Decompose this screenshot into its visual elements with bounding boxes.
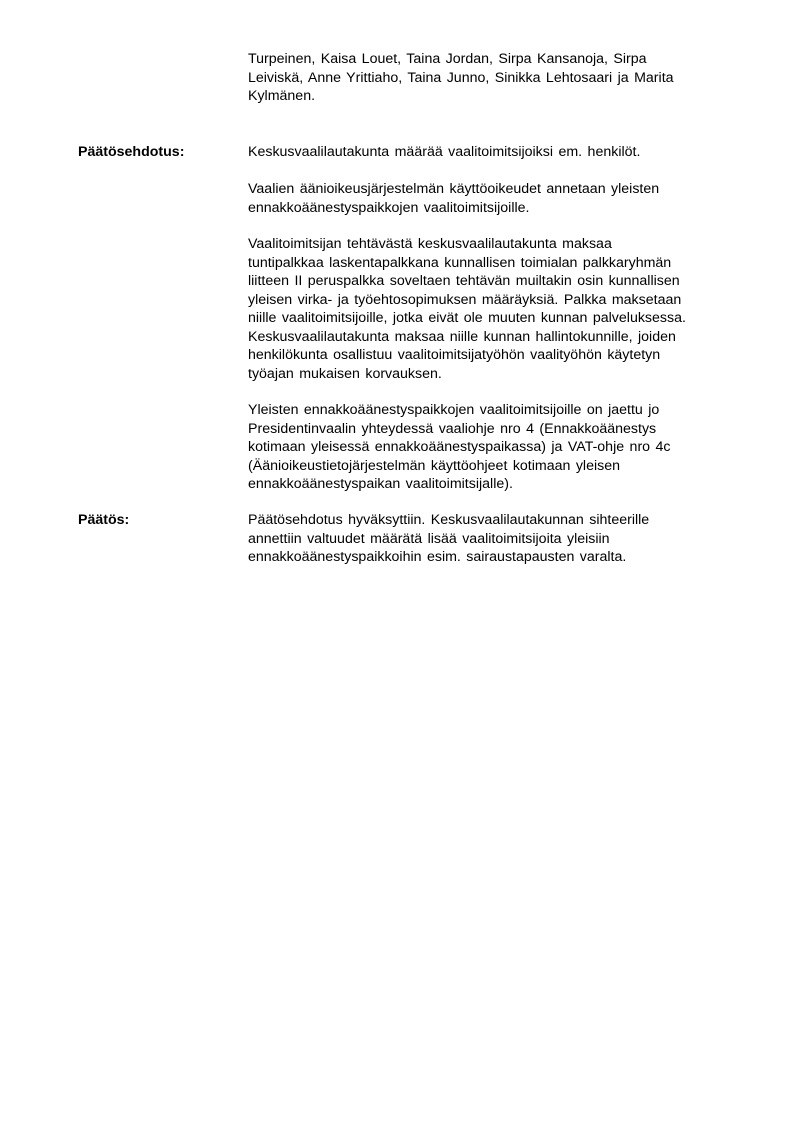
text-line: tuntipalkkaa laskentapalkkana kunnallisen toimialan palkkaryhmän — [248, 254, 672, 271]
text-line: Yleisten ennakkoäänestyspaikkojen vaalitoimitsijoille on jaettu jo — [248, 402, 660, 418]
text-line: Presidentinvaalin yhteydessä vaaliohje nro 4 (Ennakkoäänestys — [248, 420, 657, 437]
proposal-paragraph-2 — [248, 180, 748, 217]
proposal-paragraph-3 — [248, 235, 748, 383]
text-line: yleisen virka- ja työehtosopimuksen määräyksiä. Palkka maksetaan — [248, 291, 682, 308]
decision-paragraph — [248, 511, 748, 567]
text-line: työajan mukaisen korvauksen. — [248, 365, 442, 382]
text-line: kotimaan yleisessä ennakkoäänestyspaikassa) ja VAT-ohje nro 4c — [248, 439, 671, 455]
text-line: ennakkoäänestyspaikkoihin esim. sairaustapausten varalta. — [248, 549, 627, 565]
text-line: henkilökunta osallistuu vaalitoimitsijatyöhön vaalityöhön käytetyn — [248, 347, 661, 363]
text-line: Vaalien äänioikeusjärjestelmän käyttöoikeudet annetaan yleisten — [248, 181, 660, 197]
text-line: Päätösehdotus hyväksyttiin. Keskusvaalilautakunnan sihteerille — [248, 512, 650, 528]
proposal-label: Päätösehdotus: — [78, 144, 185, 160]
text-line: ennakkoäänestyspaikkojen vaalitoimitsijoille. — [248, 199, 530, 216]
text-line: liitteen II peruspalkka soveltaen tehtävän muiltakin osin kunnallisen — [248, 273, 680, 289]
text-line: (Äänioikeustietojärjestelmän käyttöohjeet kotimaan yleisen — [248, 457, 620, 474]
text-line: ennakkoäänestyspaikan vaalitoimitsijalle). — [248, 476, 513, 492]
text-line: niille vaalitoimitsijoille, jotka eivät ole muuten kunnan palveluksessa. — [248, 310, 686, 326]
text-line: Turpeinen, Kaisa Louet, Taina Jordan, Sirpa Kansanoja, Sirpa — [248, 51, 647, 67]
proposal-paragraph-4 — [248, 401, 748, 494]
decision-label: Päätös: — [78, 512, 130, 528]
text-line: Kylmänen. — [248, 88, 316, 104]
text-line: Keskusvaalilautakunta maksaa niille kunnan hallintokunnille, joiden — [248, 328, 676, 345]
attendee-names-continuation — [248, 50, 748, 106]
text-line: Keskusvaalilautakunta määrää vaalitoimitsijoiksi em. henkilöt. — [248, 144, 641, 160]
text-line: annettiin valtuudet määrätä lisää vaalitoimitsijoita yleisiin — [248, 530, 610, 547]
text-line: Vaalitoimitsijan tehtävästä keskusvaalilautakunta maksaa — [248, 236, 612, 252]
proposal-paragraph-1 — [248, 143, 748, 162]
text-line: Leiviskä, Anne Yrittiaho, Taina Junno, Sinikka Lehtosaari ja Marita — [248, 69, 674, 86]
